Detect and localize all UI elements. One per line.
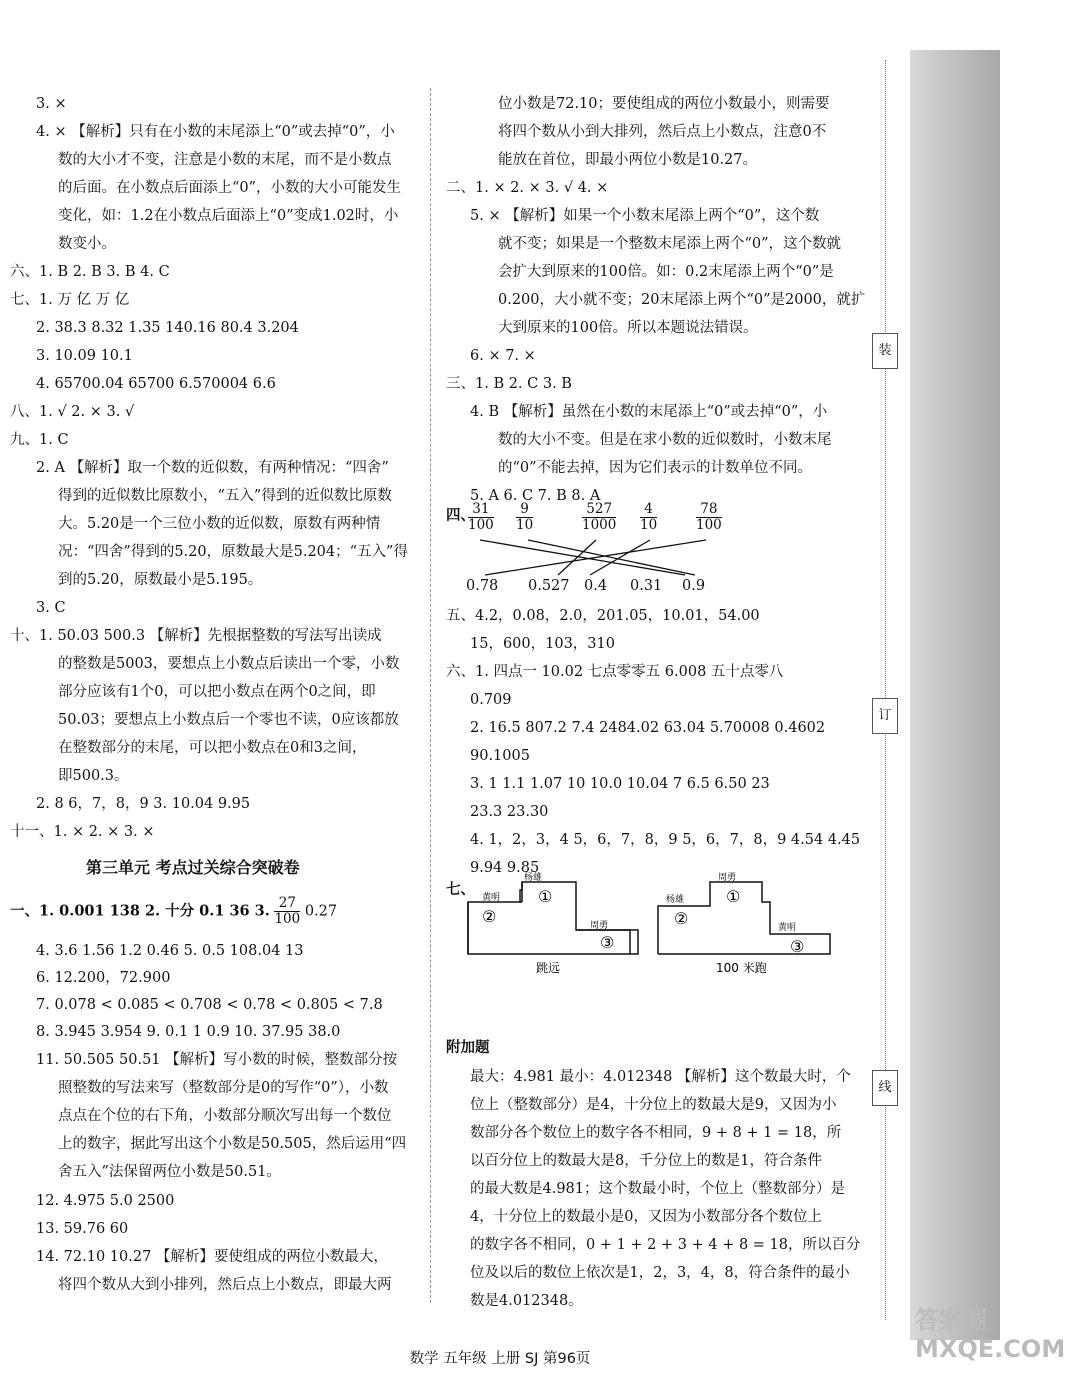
podium-right-third-mark: ③ — [790, 937, 805, 956]
fraction-denominator: 100 — [696, 517, 722, 533]
answer-line: 13. 59.76 60 — [36, 1221, 129, 1237]
fraction-item — [582, 502, 616, 533]
unit-title: 第三单元 考点过关综合突破卷 — [86, 858, 300, 877]
answer-line: 2. A 【解析】取一个数的近似数，有两种情况：“四舍” — [36, 460, 389, 476]
answer-line: 三、1. B 2. C 3. B — [446, 376, 572, 392]
answer-line: 的“0”不能去掉，因为它们表示的计数单位不同。 — [498, 460, 813, 476]
answer-line: 变化，如：1.2在小数点后面添上“0”变成1.02时，小 — [58, 208, 399, 224]
answer-line: 位小数是72.10；要使组成的两位小数最小，则需要 — [498, 96, 830, 112]
answer-line: 4. 3.6 1.56 1.2 0.46 5. 0.5 108.04 13 — [36, 943, 304, 959]
answer-line: 点点在个位的右下角，小数部分顺次写出每一个数位 — [58, 1108, 392, 1124]
podium-left-third-mark: ③ — [600, 933, 615, 952]
fraction-numerator: 9 — [516, 502, 533, 518]
answer-line: 在整数部分的末尾，可以把小数点在0和3之间， — [58, 740, 367, 756]
q1-fraction-numerator: 27 — [274, 896, 300, 912]
podium-left-second-name: 黄明 — [482, 893, 501, 903]
answer-line: 3. C — [36, 600, 66, 616]
podium-right-second-mark: ② — [674, 909, 689, 928]
column-divider — [430, 88, 431, 1303]
answer-line: 12. 4.975 5.0 2500 — [36, 1193, 175, 1209]
podium-left-first-name: 杨雄 — [524, 873, 543, 883]
podium-right-first-name: 周勇 — [718, 873, 737, 883]
podium-right — [658, 872, 830, 975]
answer-line: 数部分各个数位上的数字各不相同，9 + 8 + 1 = 18，所 — [470, 1125, 842, 1141]
answer-line: 大到原来的100倍。所以本题说法错误。 — [498, 320, 758, 336]
answer-line: 4. × 【解析】只有在小数的末尾添上“0”或去掉“0”，小 — [36, 124, 395, 140]
fraction-item — [468, 502, 494, 533]
fraction-denominator: 100 — [468, 517, 494, 533]
decimal-item: 0.527 — [528, 578, 570, 594]
answer-line: 照整数的写法来写（整数部分是0的写作“0”），小数 — [58, 1080, 389, 1096]
fraction-denominator: 10 — [640, 517, 658, 533]
answer-line: 最大：4.981 最小：4.012348 【解析】这个数最大时，个 — [470, 1069, 851, 1085]
answer-line: 数变小。 — [58, 236, 116, 252]
answer-line: 况：“四舍”得到的5.20，原数最大是5.204；“五入”得 — [58, 544, 408, 560]
match-line — [480, 540, 685, 575]
answer-line: 到的5.20，原数最小是5.195。 — [58, 572, 263, 588]
answer-line: 4. 1，2，3，4 5，6，7，8，9 5，6，7，8，9 4.54 4.45 — [470, 832, 861, 848]
q1-fraction — [274, 896, 300, 927]
fraction-denominator: 10 — [516, 517, 534, 533]
fraction-item — [640, 502, 657, 533]
answer-line: 的整数是5003，要想点上小数点后读出一个零，小数 — [58, 656, 400, 672]
answer-line: 九、1. C — [10, 432, 69, 448]
q1-post: 0.27 — [304, 903, 338, 920]
fraction-item — [696, 502, 722, 533]
page-edge-shadow — [910, 50, 1000, 1340]
answer-line: 七、1. 万 亿 万 亿 — [10, 292, 130, 308]
q1-pre: 一、1. 0.001 138 2. 十分 0.1 36 3. — [10, 902, 270, 920]
answer-line: 0.709 — [470, 692, 512, 708]
answer-line: 0.200，大小就不变；20末尾添上两个“0”是2000，就扩 — [498, 292, 866, 308]
answer-line: 位上（整数部分）是4，十分位上的数最大是9，又因为小 — [470, 1097, 837, 1113]
answer-line: 的最大数是4.981；这个数最小时，个位上（整数部分）是 — [470, 1181, 846, 1197]
answer-line: 3. 1 1.1 1.07 10 10.0 10.04 7 6.5 6.50 23 — [470, 776, 770, 792]
podium-right-second-name: 杨雄 — [666, 895, 685, 905]
podium-right-first-mark: ① — [726, 887, 741, 906]
answer-line: 数的大小不变。但是在求小数的近似数时，小数末尾 — [498, 432, 832, 448]
decimal-item: 0.78 — [466, 578, 499, 594]
decimal-item: 0.4 — [584, 578, 608, 594]
q1-fraction-denominator: 100 — [274, 911, 301, 927]
podium-left-caption: 跳远 — [536, 961, 561, 975]
answer-line: 十一、1. × 2. × 3. × — [10, 824, 155, 840]
answer-line: 15，600，103，310 — [470, 636, 615, 652]
answer-line: 5. A 6. C 7. B 8. A — [470, 488, 601, 504]
answer-line: 能放在首位，即最小两位小数是10.27。 — [498, 152, 758, 168]
answer-line: 就不变；如果是一个整数末尾添上两个“0”，这个数就 — [498, 236, 842, 252]
answer-line: 二、1. × 2. × 3. √ 4. × — [446, 180, 609, 196]
podium-left-first-mark: ① — [538, 887, 553, 906]
answer-line: 9.94 9.85 — [470, 860, 540, 876]
answer-line: 7. 0.078 < 0.085 < 0.708 < 0.78 < 0.805 < 7.8 — [36, 997, 383, 1013]
fraction-numerator: 527 — [582, 502, 616, 518]
answer-line: 6. × 7. × — [470, 348, 536, 364]
answer-line: 3. × — [36, 96, 67, 112]
answer-line: 2. 38.3 8.32 1.35 140.16 80.4 3.204 — [36, 320, 299, 336]
podium-diagrams — [460, 872, 840, 982]
answer-line: 位及以后的数位上依次是1，2，3，4，8，符合条件的最小 — [470, 1265, 850, 1281]
matching-label: 四、 — [446, 507, 475, 524]
extra-question-title: 附加题 — [446, 1040, 490, 1056]
answer-line: 11. 50.505 50.51 【解析】写小数的时候，整数部分按 — [36, 1052, 398, 1068]
binding-mark-xian: 线 — [872, 1070, 898, 1106]
podium-left-third-name: 周勇 — [590, 921, 609, 931]
binding-mark-zhuang: 装 — [872, 333, 898, 369]
answer-line: 的数字各不相同，0 + 1 + 2 + 3 + 4 + 8 = 18，所以百分 — [470, 1237, 861, 1253]
fraction-numerator: 78 — [696, 502, 722, 518]
answer-line: 即500.3。 — [58, 768, 129, 784]
binding-mark-ding: 订 — [872, 698, 898, 734]
fraction-denominator: 1000 — [582, 517, 617, 533]
podium-left-second-mark: ② — [482, 907, 497, 926]
answer-line: 3. 10.09 10.1 — [36, 348, 133, 364]
answer-line: 23.3 23.30 — [470, 804, 549, 820]
answer-line: 舍五入”法保留两位小数是50.51。 — [58, 1164, 281, 1180]
unit-q1-line — [10, 896, 337, 927]
answer-line: 4. B 【解析】虽然在小数的末尾添上“0”或去掉“0”，小 — [470, 404, 828, 420]
match-line — [558, 540, 596, 575]
answer-line: 5. × 【解析】如果一个小数末尾添上两个“0”，这个数 — [470, 208, 820, 224]
answer-line: 8. 3.945 3.954 9. 0.1 1 0.9 10. 37.95 38.0 — [36, 1024, 341, 1040]
podium-right-caption: 100 米跑 — [716, 961, 767, 975]
answer-line: 14. 72.10 10.27 【解析】要使组成的两位小数最大， — [36, 1249, 388, 1265]
answer-line: 五、4.2，0.08，2.0，201.05，10.01，54.00 — [446, 608, 760, 624]
fraction-item — [516, 502, 533, 533]
answer-line: 将四个数从大到小排列，然后点上小数点，即最大两 — [58, 1277, 392, 1293]
page-footer: 数学 五年级 上册 SJ 第96页 — [409, 1351, 591, 1367]
answer-line: 大。5.20是一个三位小数的近似数，原数有两种情 — [58, 516, 381, 532]
answer-line: 八、1. √ 2. × 3. √ — [10, 404, 135, 420]
answer-line: 六、1. B 2. B 3. B 4. C — [10, 264, 170, 280]
decimal-item: 0.31 — [630, 578, 663, 594]
decimal-item: 0.9 — [682, 578, 706, 594]
answer-line: 会扩大到原来的100倍。如：0.2末尾添上两个“0”是 — [498, 264, 834, 280]
fraction-numerator: 31 — [468, 502, 494, 518]
fraction-numerator: 4 — [640, 502, 657, 518]
answer-line: 以百分位上的数最大是8，千分位上的数是1，符合条件 — [470, 1153, 822, 1169]
watermark-logo: 答案圈 MXQE.COM — [915, 1306, 1065, 1363]
answer-line: 2. 8 6，7，8，9 3. 10.04 9.95 — [36, 796, 251, 812]
answer-line: 4. 65700.04 65700 6.570004 6.6 — [36, 376, 276, 392]
answer-line: 将四个数从小到大排列，然后点上小数点，注意0不 — [498, 124, 827, 140]
podium-left — [468, 871, 638, 975]
answer-line: 十、1. 50.03 500.3 【解析】先根据整数的写法写出读成 — [10, 628, 382, 644]
answer-line: 数是4.012348。 — [470, 1293, 583, 1309]
answer-line: 4，十分位上的数最小是0，又因为小数部分各个数位上 — [470, 1209, 822, 1225]
answer-line: 部分应该有1个0，可以把小数点在两个0之间，即 — [58, 684, 376, 700]
binding-dashed-line — [885, 60, 886, 1320]
answer-line: 2. 16.5 807.2 7.4 2484.02 63.04 5.70008 0.4602 — [470, 720, 826, 736]
answer-line: 50.03；要想点上小数点后一个零也不读，0应该都放 — [58, 712, 399, 728]
answer-line: 数的大小才不变，注意是小数的末尾，而不是小数点 — [58, 152, 392, 168]
podium-right-third-name: 黄明 — [778, 923, 797, 933]
answer-line: 6. 12.200，72.900 — [36, 970, 171, 986]
answer-line: 90.1005 — [470, 748, 530, 764]
answer-line: 上的数字，据此写出这个小数是50.505，然后运用“四 — [58, 1136, 407, 1152]
answer-line: 得到的近似数比原数小，“五入”得到的近似数比原数 — [58, 488, 392, 504]
answer-line: 的后面。在小数点后面添上“0”，小数的大小可能发生 — [58, 180, 402, 196]
answer-line: 六、1. 四点一 10.02 七点零零五 6.008 五十点零八 — [446, 664, 784, 680]
podium-label: 七、 — [446, 881, 475, 898]
